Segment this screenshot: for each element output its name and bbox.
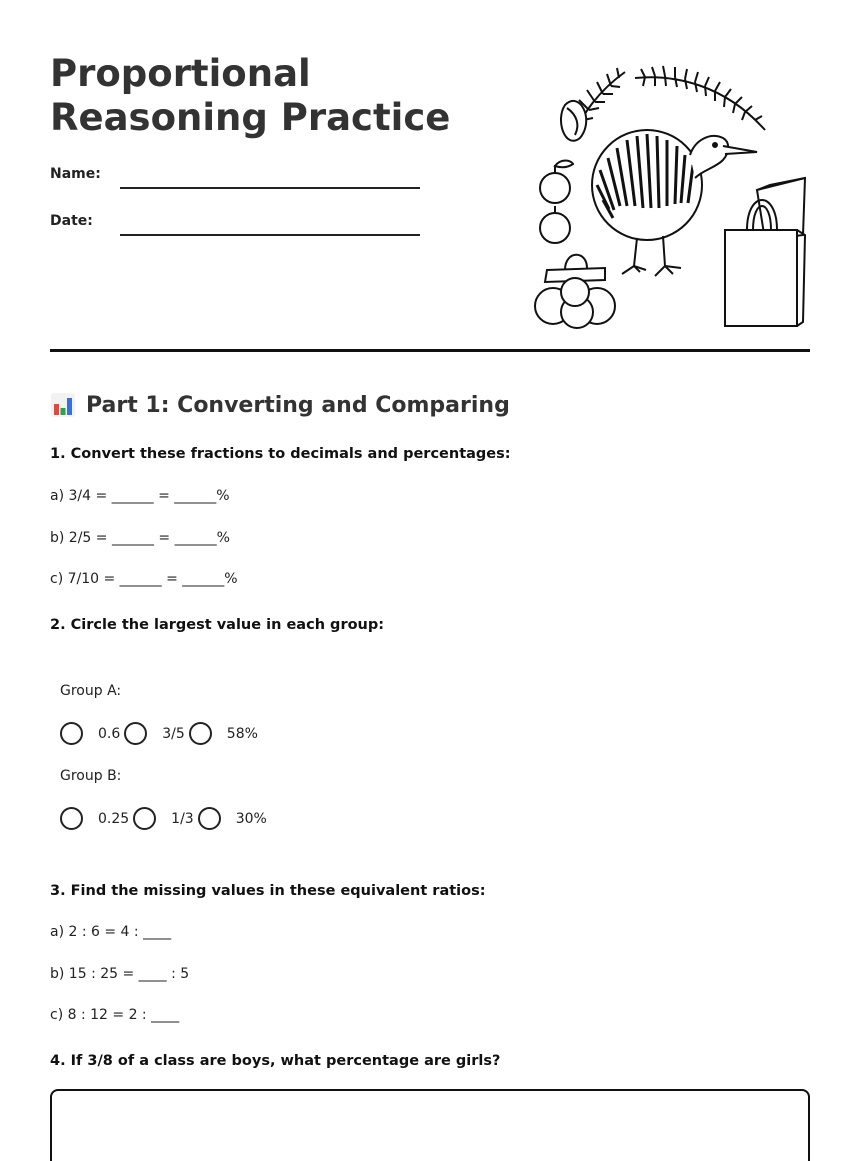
circle-radio[interactable]	[124, 722, 147, 745]
name-line[interactable]	[120, 187, 420, 189]
q3-item-b[interactable]: b) 15 : 25 = ____ : 5	[50, 966, 190, 982]
fern-left-icon	[561, 68, 625, 141]
circle-radio[interactable]	[189, 722, 212, 745]
bar-chart-icon	[50, 392, 76, 418]
circle-radio[interactable]	[60, 722, 83, 745]
q1-item-b[interactable]: b) 2/5 = ______ = ______%	[50, 530, 230, 546]
option-label: 30%	[235, 810, 267, 827]
option-label: 0.25	[98, 810, 130, 827]
group-b-options	[60, 807, 271, 830]
q3-item-a[interactable]: a) 2 : 6 = 4 : ____	[50, 924, 172, 940]
option-label: 3/5	[162, 725, 185, 742]
date-line[interactable]	[120, 234, 420, 236]
q4-prompt: 4. If 3/8 of a class are boys, what percentage are girls?	[50, 1053, 501, 1069]
circle-radio[interactable]	[60, 807, 83, 830]
q4-answer-box[interactable]	[50, 1089, 810, 1161]
part1-heading	[50, 388, 510, 422]
q3-prompt: 3. Find the missing values in these equivalent ratios:	[50, 883, 486, 899]
group-b-option[interactable]	[133, 807, 198, 830]
circle-radio[interactable]	[133, 807, 156, 830]
page-title: Proportional Reasoning Practice	[50, 52, 451, 139]
kiwi-bird-fern-apples-shopping-bags-illustration	[525, 60, 815, 335]
option-label: 0.6	[98, 725, 121, 742]
fern-right-icon	[635, 66, 765, 130]
group-a-option[interactable]	[189, 722, 262, 745]
option-label: 58%	[226, 725, 258, 742]
q1-item-c[interactable]: c) 7/10 = ______ = ______%	[50, 571, 238, 587]
option-label: 1/3	[171, 810, 194, 827]
group-a-options	[60, 722, 262, 745]
group-a-option[interactable]	[60, 722, 124, 745]
group-b-option[interactable]	[198, 807, 271, 830]
q1-item-a[interactable]: a) 3/4 = ______ = ______%	[50, 488, 230, 504]
group-b-label: Group B:	[60, 768, 122, 784]
q1-prompt: 1. Convert these fractions to decimals and percentages:	[50, 446, 511, 462]
date-label: Date:	[50, 213, 93, 229]
q2-prompt: 2. Circle the largest value in each group:	[50, 617, 385, 633]
circle-radio[interactable]	[198, 807, 221, 830]
header-divider	[50, 349, 810, 352]
part1-title: Part 1: Converting and Comparing	[86, 392, 510, 418]
group-a-option[interactable]	[124, 722, 189, 745]
group-b-option[interactable]	[60, 807, 133, 830]
q3-item-c[interactable]: c) 8 : 12 = 2 : ____	[50, 1007, 180, 1023]
group-a-label: Group A:	[60, 683, 122, 699]
shopping-bags-icon	[725, 178, 805, 326]
name-label: Name:	[50, 166, 101, 182]
